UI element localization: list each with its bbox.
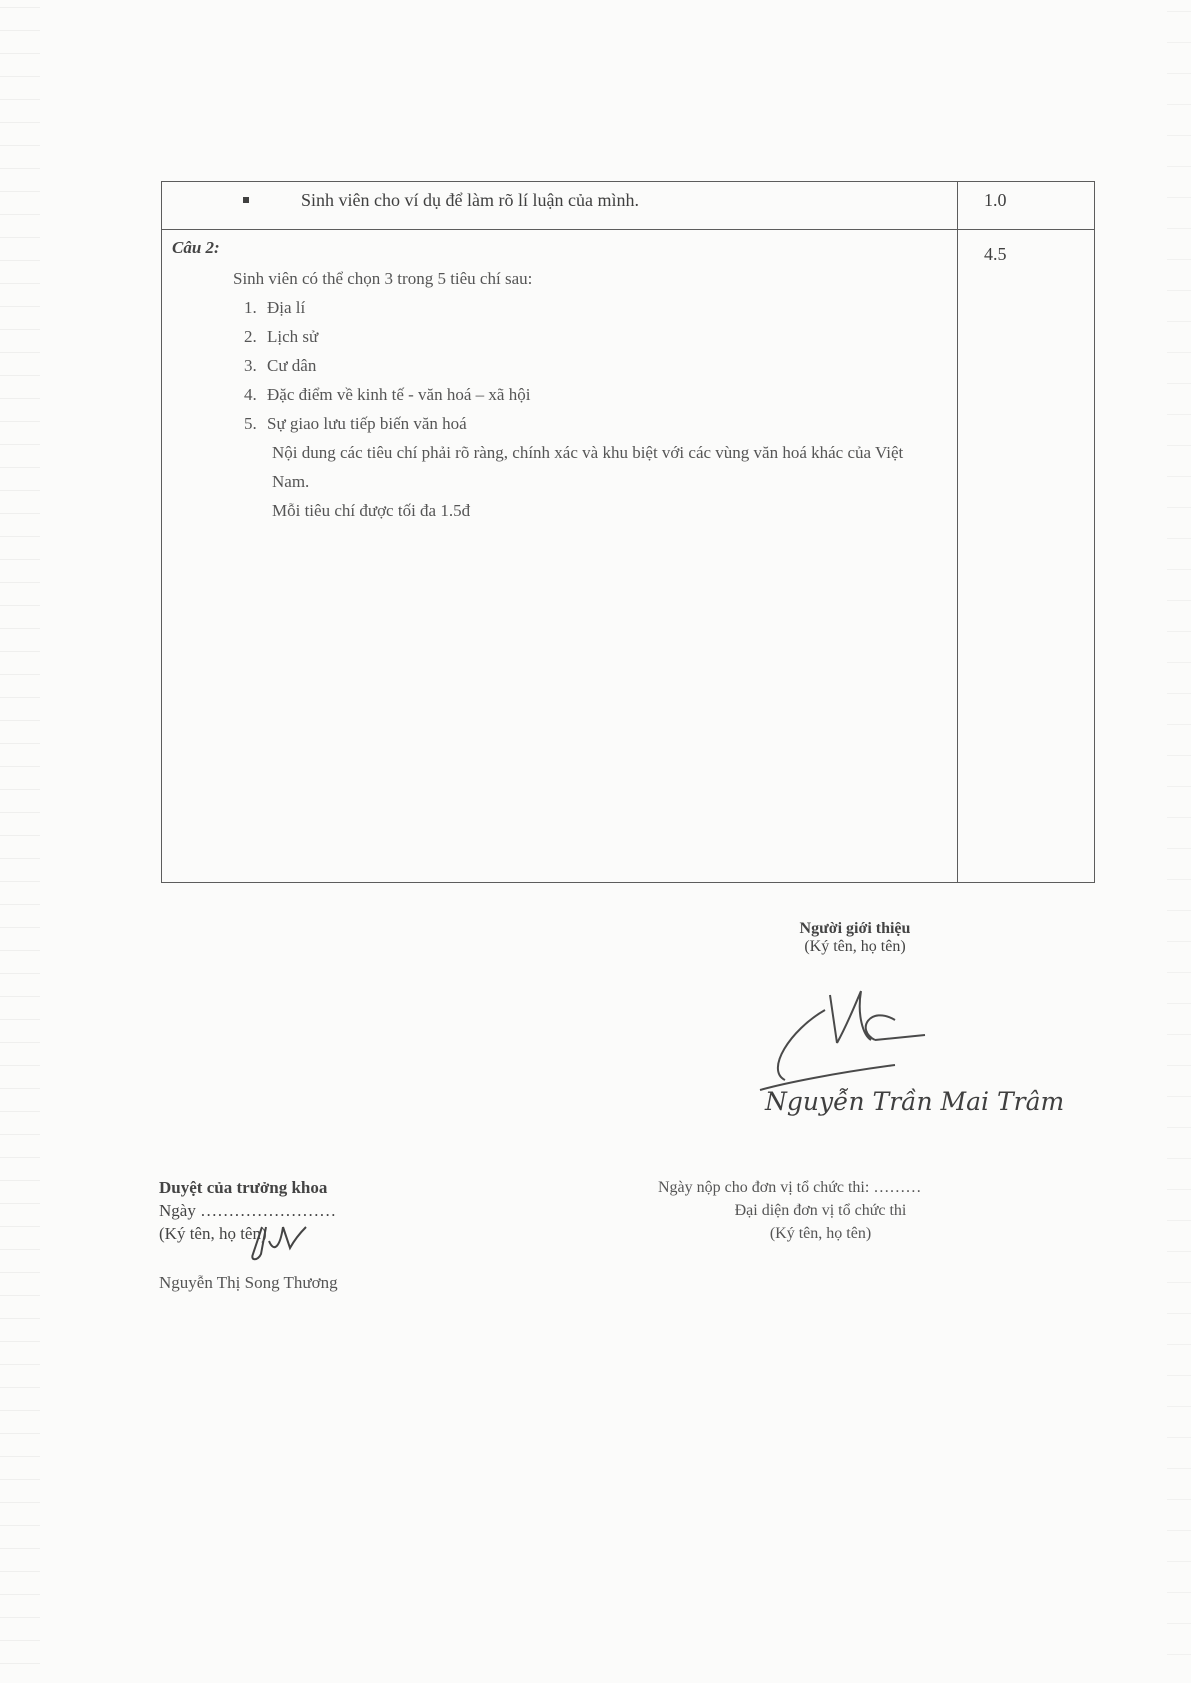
column-divider	[957, 182, 958, 882]
bullet-icon	[243, 197, 249, 203]
scan-edge-left	[0, 0, 40, 1683]
submit-date: Ngày nộp cho đơn vị tổ chức thi: ………	[658, 1179, 922, 1196]
question-label: Câu 2:	[172, 238, 220, 257]
criteria-list	[233, 293, 933, 438]
dean-date: Ngày ……………………	[159, 1201, 337, 1220]
introducer-signature-name: Nguyễn Trần Mai Trâm	[765, 1087, 1065, 1116]
list-item: 5. Sự giao lưu tiếp biến văn hoá	[261, 409, 933, 438]
criterion-row	[257, 190, 639, 211]
question2-body	[233, 264, 933, 525]
question2-intro: Sinh viên có thể chọn 3 trong 5 tiêu chí sau:	[233, 269, 533, 288]
dean-signature	[240, 1220, 320, 1275]
list-item: 2. Lịch sử	[261, 322, 933, 351]
introducer-title: Người giới thiệu	[799, 920, 911, 937]
list-item: 4. Đặc điểm về kinh tế - văn hoá – xã hội	[261, 380, 933, 409]
row-divider	[162, 229, 1094, 230]
introducer-signature	[745, 985, 1065, 1125]
list-item: 3. Cư dân	[261, 351, 933, 380]
criterion-text: Sinh viên cho ví dụ để làm rõ lí luận của mình.	[301, 190, 639, 210]
introducer-sign-hint: (Ký tên, họ tên)	[804, 938, 906, 955]
row1-score: 1.0	[984, 190, 1007, 210]
question2-max-score: Mỗi tiêu chí được tối đa 1.5đ	[272, 501, 471, 520]
exam-unit-block	[658, 1176, 1068, 1245]
dean-sign-hint: (Ký tên, họ tên)	[159, 1224, 267, 1243]
scan-edge-right	[1167, 0, 1191, 1683]
introducer-block	[770, 920, 940, 956]
exam-unit-sign-hint: (Ký tên, họ tên)	[769, 1225, 872, 1242]
list-item: 1. Địa lí	[261, 293, 933, 322]
grading-table	[161, 181, 1095, 883]
exam-unit-rep: Đại diện đơn vị tổ chức thi	[734, 1202, 907, 1219]
dean-title: Duyệt của trưởng khoa	[159, 1178, 328, 1197]
question2-note: Nội dung các tiêu chí phải rõ ràng, chính xác và khu biệt với các vùng văn hoá khác của Việt Nam.	[272, 443, 904, 491]
question2-score: 4.5	[984, 244, 1007, 264]
dean-name: Nguyễn Thị Song Thương	[159, 1273, 338, 1292]
